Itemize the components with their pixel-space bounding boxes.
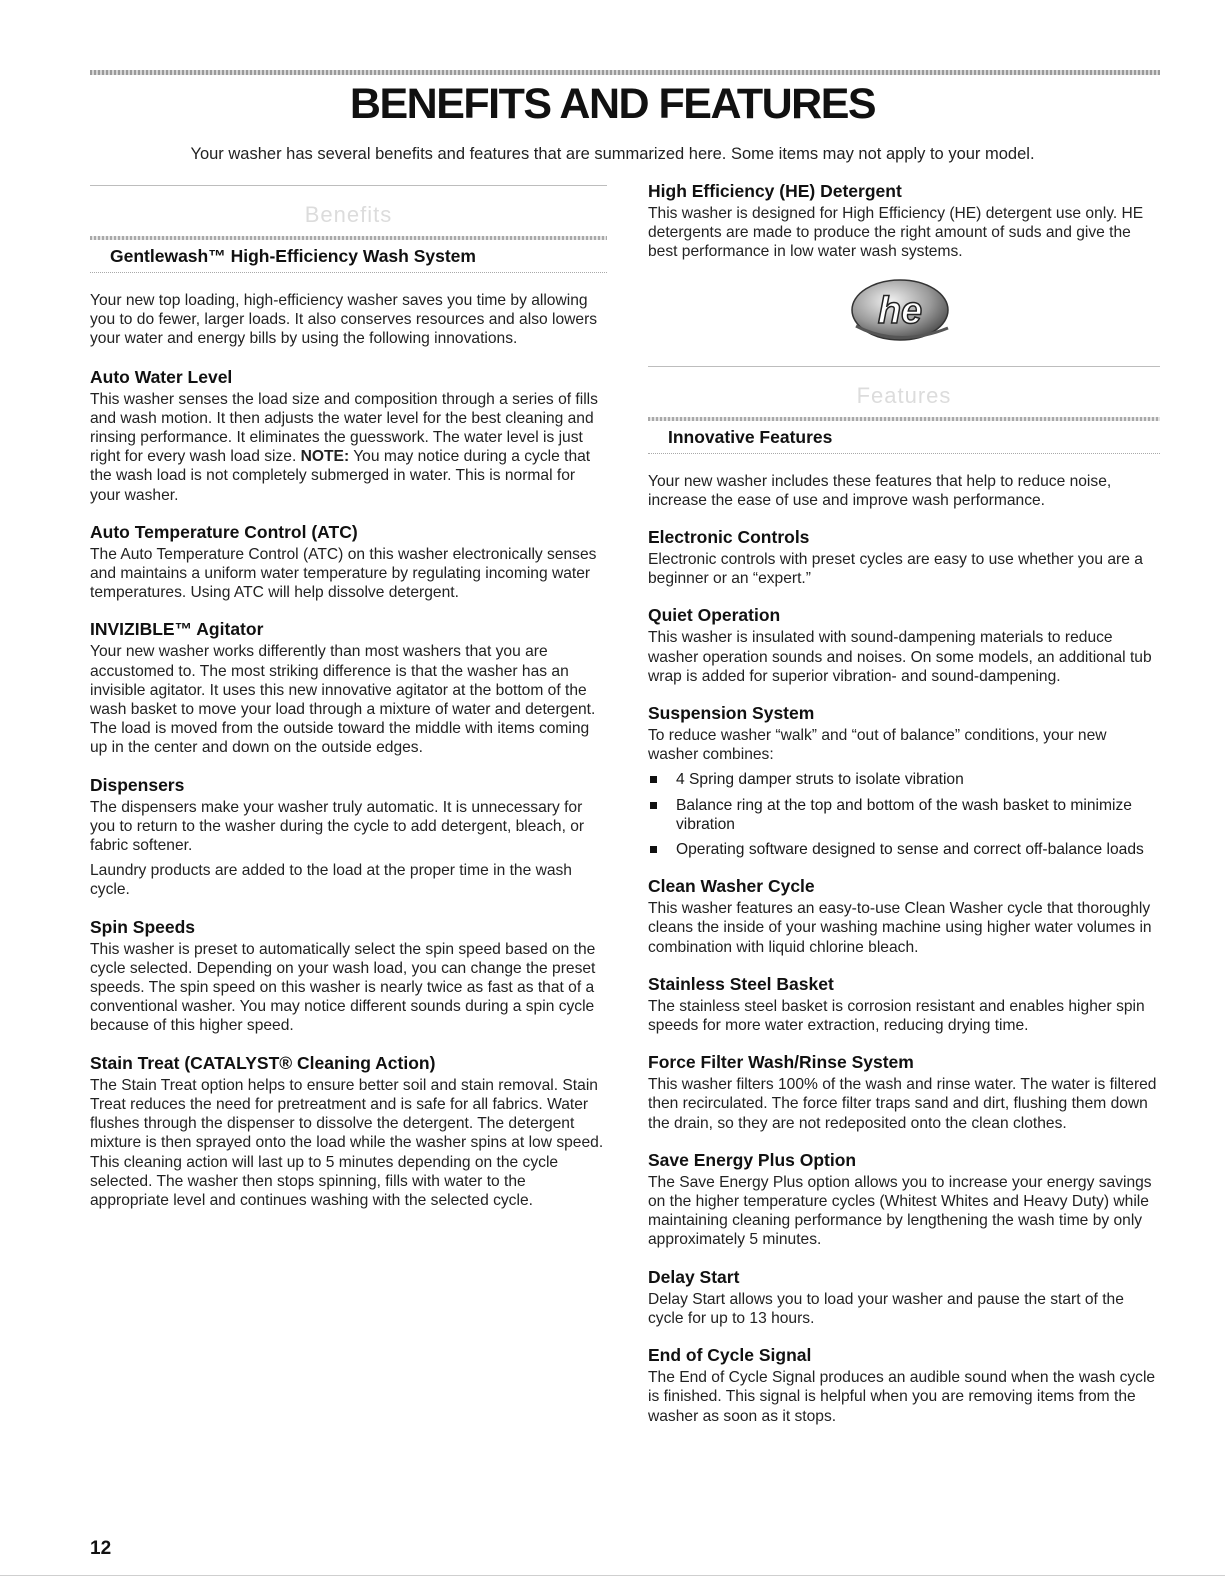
list-item-text: Balance ring at the top and bottom of the wash basket to minimize vibration bbox=[676, 796, 1132, 833]
left-column bbox=[90, 185, 607, 1210]
feature-text: The Auto Temperature Control (ATC) on this washer electronically senses and maintains a uniform water temperature by regulating incoming water temperatures. Using ATC will help dissolve detergent. bbox=[90, 545, 597, 602]
bullet-square-icon bbox=[650, 776, 657, 783]
note-label: NOTE: bbox=[300, 448, 350, 466]
list-item bbox=[648, 840, 1160, 859]
features-intro-text: Your new washer includes these features that help to reduce noise, increase the ease of use and improve wash performance. bbox=[648, 472, 1112, 509]
feature-heading: Stainless Steel Basket bbox=[648, 973, 834, 994]
feature-text: This washer is preset to automatically select the spin speed based on the cycle selected. Depending on your wash load, you can change the preset speeds. The spin speed on this washer is nearly twice as fast as that of a conventional washer. You may notice different sounds during a spin cycle because of this higher speed. bbox=[90, 940, 596, 1035]
feature-heading: End of Cycle Signal bbox=[648, 1345, 812, 1366]
feature-text-2: Laundry products are added to the load at the proper time in the wash cycle. bbox=[90, 862, 572, 899]
he-logo-icon bbox=[848, 276, 958, 348]
feature-block-dispensers bbox=[90, 774, 607, 900]
feature-heading: High Efficiency (HE) Detergent bbox=[648, 181, 902, 201]
feature-heading: Dispensers bbox=[90, 774, 185, 795]
feature-heading: INVIZIBLE™ Agitator bbox=[90, 619, 264, 640]
feature-block-clean-washer-cycle bbox=[648, 875, 1160, 957]
feature-text: Your new washer works differently than most washers that you are accustomed to. The most striking difference is that the washer has an invisible agitator. It uses this new innovative agitator at the bottom of the wash basket to move your load through a mixture of water and detergent. The load is moved from the outside toward the middle with items coming up in the center and down on the outside edges. bbox=[90, 643, 596, 757]
feature-text: Electronic controls with preset cycles are easy to use whether you are a beginner or an “expert.” bbox=[648, 551, 1143, 588]
feature-text bbox=[90, 390, 607, 505]
feature-heading: Save Energy Plus Option bbox=[648, 1149, 857, 1170]
bottom-rule bbox=[0, 1575, 1225, 1576]
feature-heading: Delay Start bbox=[648, 1266, 740, 1287]
list-item-text: Operating software designed to sense and correct off-balance loads bbox=[676, 841, 1144, 859]
feature-block-stain-treat bbox=[90, 1052, 607, 1210]
feature-block-auto-water-level bbox=[90, 366, 607, 505]
feature-heading: Stain Treat (CATALYST® Cleaning Action) bbox=[90, 1052, 436, 1073]
features-section-subtitle: Innovative Features bbox=[668, 426, 833, 447]
bullet-square-icon bbox=[650, 802, 657, 809]
feature-heading: Spin Speeds bbox=[90, 916, 196, 937]
feature-block-electronic-controls bbox=[648, 526, 1160, 588]
top-dotted-rule bbox=[90, 70, 1160, 75]
feature-block-save-energy-plus bbox=[648, 1149, 1160, 1250]
feature-text: The Save Energy Plus option allows you to increase your energy savings on the higher temperature cycles (Whitest Whites and Heavy Duty) while maintaining cleaning performance by lengthening the wash time by only approximately 5 minutes. bbox=[648, 1173, 1152, 1249]
feature-block-stainless-steel-basket bbox=[648, 973, 1160, 1035]
list-item bbox=[648, 796, 1160, 834]
page-title: BENEFITS AND FEATURES bbox=[349, 80, 876, 128]
list-item bbox=[648, 770, 1160, 789]
feature-text: This washer filters 100% of the wash and rinse water. The water is filtered then recirculated. The force filter traps sand and dirt, flushing them down the drain, so they are not redeposited onto the clean clothes. bbox=[648, 1076, 1157, 1132]
feature-block-invizible-agitator bbox=[90, 618, 607, 757]
feature-text: The stainless steel basket is corrosion resistant and enables higher spin speeds for more water extraction, reducing drying time. bbox=[648, 997, 1145, 1035]
benefits-intro bbox=[90, 291, 607, 349]
feature-block-auto-temperature-control bbox=[90, 521, 607, 603]
feature-block-end-of-cycle-signal bbox=[648, 1344, 1160, 1426]
he-logo-text: he bbox=[877, 289, 923, 332]
feature-block-force-filter bbox=[648, 1051, 1160, 1133]
feature-heading: Auto Water Level bbox=[90, 366, 233, 387]
feature-body: This washer senses the load size and composition through a series of fills and wash motion. It then adjusts the water level for the best cleaning and rinsing performance. It eliminates the guesswork. The water level is just right for every wash load size. bbox=[90, 390, 598, 466]
feature-text: Delay Start allows you to load your washer and pause the start of the cycle for up to 13 hours. bbox=[648, 1290, 1124, 1327]
page-subtitle: Your washer has several benefits and features that are summarized here. Some items may not apply to your model. bbox=[190, 145, 1035, 163]
list-item-text: 4 Spring damper struts to isolate vibration bbox=[676, 771, 964, 789]
feature-text: This washer is designed for High Efficiency (HE) detergent use only. HE detergents are made to produce the right amount of suds and give the best performance in low water wash systems. bbox=[648, 205, 1144, 261]
feature-block-quiet-operation bbox=[648, 604, 1160, 686]
feature-heading: Electronic Controls bbox=[648, 527, 810, 548]
benefits-section-subtitle: Gentlewash™ High-Efficiency Wash System bbox=[110, 246, 476, 266]
note-text: You may notice during a cycle that the wash load is not completely submerged in water. This is normal for your washer. bbox=[90, 448, 591, 504]
benefits-section-title: Benefits bbox=[304, 202, 393, 227]
feature-block-he-detergent bbox=[648, 180, 1160, 262]
feature-heading: Suspension System bbox=[648, 703, 815, 724]
features-section-title: Features bbox=[856, 382, 952, 408]
feature-block-spin-speeds bbox=[90, 916, 607, 1036]
feature-text: This washer is insulated with sound-dampening materials to reduce washer operation sounds and noises. On some models, an additional tub wrap is added for superior vibration- and sound-dampening. bbox=[648, 629, 1152, 685]
feature-heading: Clean Washer Cycle bbox=[648, 876, 815, 897]
bullet-list bbox=[648, 770, 1160, 859]
section-dotted-rule bbox=[90, 272, 607, 273]
page-number: 12 bbox=[90, 1538, 112, 1559]
feature-block-suspension-system bbox=[648, 702, 1160, 859]
he-logo-area bbox=[648, 262, 1160, 366]
feature-heading: Force Filter Wash/Rinse System bbox=[648, 1052, 914, 1073]
bullet-square-icon bbox=[650, 846, 657, 853]
feature-text: The Stain Treat option helps to ensure better soil and stain removal. Stain Treat reduces the need for pretreatment and is safe for all fabrics. Water flushes through the dispenser to dissolve the detergent. The detergent mixture is then sprayed onto the load while the washer spins at low speed. This cleaning action will last up to 5 minutes depending on the cycle selected. The washer then stops spinning, fills with water to the appropriate level and continues washing with the selected cycle. bbox=[90, 1076, 604, 1209]
feature-text: The End of Cycle Signal produces an audible sound when the wash cycle is finished. This signal is helpful when you are removing items from the washer as soon as it stops. bbox=[648, 1369, 1156, 1425]
right-column bbox=[648, 180, 1160, 1426]
section-dotted-rule bbox=[648, 453, 1160, 454]
feature-text: To reduce washer “walk” and “out of balance” conditions, your new washer combines: bbox=[648, 727, 1107, 764]
features-intro bbox=[648, 472, 1160, 510]
feature-heading: Quiet Operation bbox=[648, 605, 781, 626]
benefits-intro-text: Your new top loading, high-efficiency washer saves you time by allowing you to do fewer, larger loads. It also conserves resources and also lowers your water and energy bills by using the following innovations. bbox=[90, 292, 598, 348]
feature-text: This washer features an easy-to-use Clean Washer cycle that thoroughly cleans the inside of your washing machine using higher water volumes in combination with liquid chlorine bleach. bbox=[648, 900, 1152, 956]
feature-text: The dispensers make your washer truly automatic. It is unnecessary for you to return to the washer during the cycle to add detergent, bleach, or fabric softener. bbox=[90, 798, 585, 855]
feature-heading: Auto Temperature Control (ATC) bbox=[90, 521, 358, 542]
feature-block-delay-start bbox=[648, 1266, 1160, 1328]
